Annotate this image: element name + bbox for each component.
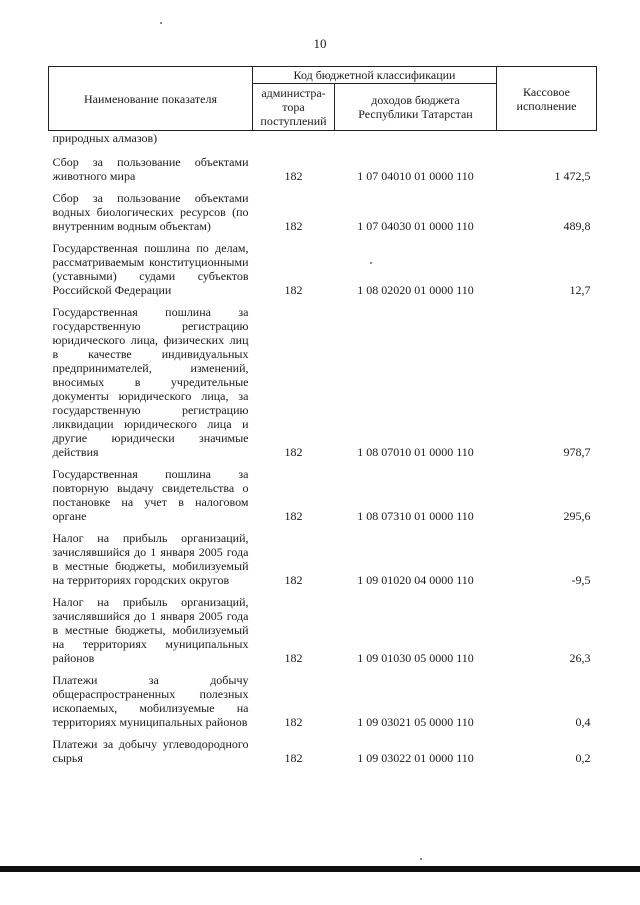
row-execution-value-cell: 26,3 <box>569 651 591 665</box>
header-indicator-name: Наименование показателя <box>49 67 253 131</box>
scan-speck <box>160 22 162 24</box>
scan-speck <box>420 858 422 860</box>
row-execution-value-cell: -9,5 <box>571 573 591 587</box>
row-admin-code-cell: 182 <box>284 283 303 297</box>
row-execution-value-cell: 1 472,5 <box>554 169 591 183</box>
row-revenue-code-cell: 1 07 04030 01 0000 110 <box>357 219 474 233</box>
row-name-cell: Платежи за добычу общераспространенных полезных ископаемых, мобилизуемые на территориях муниципальных районов <box>52 673 249 729</box>
row-name-cell: Государственная пошлина по делам, рассматриваемым конституционными (уставными) судами субъектов Российской Федерации <box>52 241 249 297</box>
scan-edge-bar <box>0 866 640 872</box>
row-revenue-code-cell: 1 09 01030 05 0000 110 <box>357 651 474 665</box>
row-revenue-code-cell: 1 09 03021 05 0000 110 <box>357 715 474 729</box>
row-execution-value-cell: 12,7 <box>569 283 591 297</box>
header-budget-classification-code: Код бюджетной классификации <box>253 67 497 84</box>
table-row <box>49 467 597 531</box>
row-name-cell: Налог на прибыль организаций, зачислявшийся до 1 января 2005 года в местные бюджеты, мобилизуемый на территориях городских округов <box>52 531 249 587</box>
row-revenue-code-cell: 1 07 04010 01 0000 110 <box>357 169 474 183</box>
table-row <box>49 155 597 191</box>
row-name-cell: Сбор за пользование объектами животного мира <box>52 155 249 183</box>
row-name-cell: Государственная пошлина за повторную выдачу свидетельства о постановке на учет в налоговом органе <box>52 467 249 523</box>
table-row <box>49 191 597 241</box>
continuation-row <box>49 131 597 156</box>
table-row <box>49 737 597 773</box>
row-execution-value-cell: 295,6 <box>563 509 591 523</box>
row-admin-code-cell: 182 <box>284 509 303 523</box>
row-admin-code-cell: 182 <box>284 715 303 729</box>
table-header <box>49 67 597 131</box>
row-admin-code-cell: 182 <box>284 651 303 665</box>
row-name-cell: Платежи за добычу углеводородного сырья <box>52 737 249 765</box>
row-admin-code-cell: 182 <box>284 169 303 183</box>
table-row <box>49 531 597 595</box>
row-execution-value-cell: 978,7 <box>563 445 591 459</box>
page-number: 10 <box>313 36 327 51</box>
table-row <box>49 595 597 673</box>
budget-revenue-table <box>48 66 597 773</box>
continuation-text: природных алмазов) <box>52 131 158 145</box>
header-budget-revenue: доходов бюджета Республики Татарстан <box>335 84 497 131</box>
row-execution-value-cell: 0,2 <box>575 751 591 765</box>
row-execution-value-cell: 489,8 <box>563 219 591 233</box>
table-body <box>49 131 597 774</box>
row-admin-code-cell: 182 <box>284 219 303 233</box>
scan-speck <box>370 262 372 264</box>
row-admin-code-cell: 182 <box>284 445 303 459</box>
row-revenue-code-cell: 1 09 01020 04 0000 110 <box>357 573 474 587</box>
header-revenue-administrator: администра- тора поступлений <box>253 84 335 131</box>
row-admin-code-cell: 182 <box>284 573 303 587</box>
row-name-cell: Сбор за пользование объектами водных биологических ресурсов (по внутренним водным объектам) <box>52 191 249 233</box>
header-cash-execution: Кассовое исполнение <box>497 67 597 131</box>
table-row <box>49 241 597 305</box>
row-name-cell: Налог на прибыль организаций, зачислявшийся до 1 января 2005 года в местные бюджеты, мобилизуемый на территориях муниципальных районов <box>52 595 249 665</box>
row-admin-code-cell: 182 <box>284 751 303 765</box>
row-revenue-code-cell: 1 08 02020 01 0000 110 <box>357 283 474 297</box>
row-name-cell: Государственная пошлина за государственную регистрацию юридического лица, физических лиц в качестве индивидуальных предпринимателей, изменений, вносимых в учредительные документы юридического лица, за государственную регистрацию ликвидации юридического лица и другие юридически значимые действия <box>52 305 249 459</box>
row-revenue-code-cell: 1 09 03022 01 0000 110 <box>357 751 474 765</box>
table-row <box>49 673 597 737</box>
row-revenue-code-cell: 1 08 07310 01 0000 110 <box>357 509 474 523</box>
row-revenue-code-cell: 1 08 07010 01 0000 110 <box>357 445 474 459</box>
table-row <box>49 305 597 467</box>
row-execution-value-cell: 0,4 <box>575 715 591 729</box>
